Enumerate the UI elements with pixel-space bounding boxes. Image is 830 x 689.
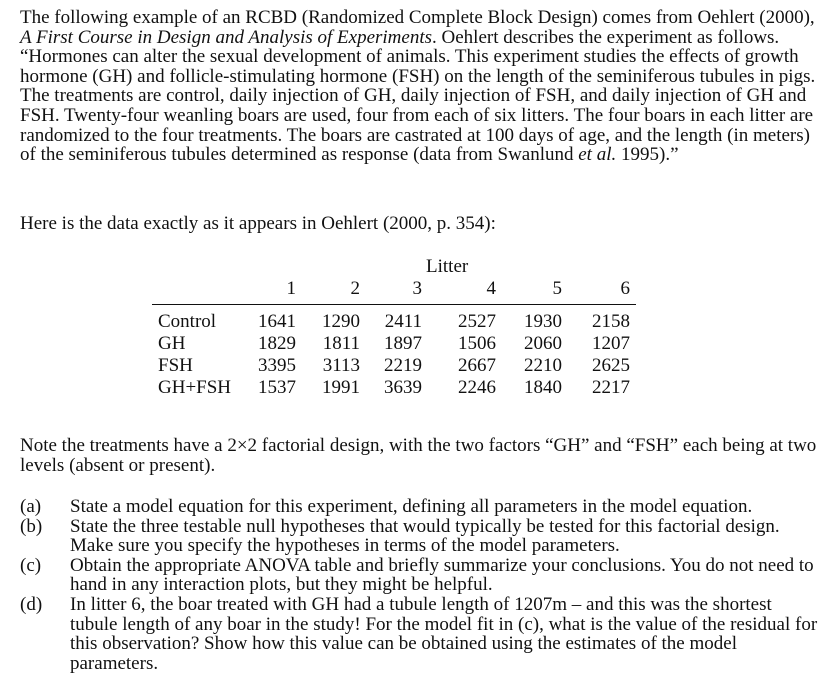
question-a [20,497,820,517]
table-cell: 1897 [384,333,422,354]
table-cell: 2210 [524,355,562,376]
column-header: 1 [286,278,296,299]
intro-paragraph [20,8,820,165]
table-cell: 2527 [458,311,496,332]
question-label: (b) [20,515,43,537]
question-label: (d) [20,593,43,615]
row-label: Control [158,311,217,332]
column-header-row [152,279,636,301]
table-cell: 2217 [592,377,630,398]
table-cell: 1506 [458,333,496,354]
question-text: State a model equation for this experiment, defining all parameters in the model equation. [70,496,753,517]
question-text: State the three testable null hypotheses that would typically be tested for this factorial design. Make sure you specify the hypotheses in terms of the model parameters. [70,515,780,557]
data-source-line: Here is the data exactly as it appears in Oehlert (2000, p. 354): [20,213,496,234]
book-title: A First Course in Design and Analysis of Experiments [20,26,433,48]
table-cell: 3113 [322,355,360,376]
row-label: GH [158,333,186,354]
column-header: 4 [486,278,496,299]
table-cell: 1207 [592,333,630,354]
column-header: 6 [620,278,630,299]
table-cell: 2246 [458,377,496,398]
table-cell: 3639 [384,377,422,398]
et-al: et al. [578,144,617,166]
row-label: FSH [158,355,193,376]
table-cell: 1829 [258,333,296,354]
question-text: In litter 6, the boar treated with GH had a tubule length of 1207m – and this was the shortest tubule length of any boar in the study! For the model fit in (c), what is the value of the residual for this observation? Show how this value can be obtained using the estimates of the model parameters. [70,593,818,674]
table-cell: 1537 [258,377,296,398]
row-label: GH+FSH [158,377,232,398]
table-row [152,378,636,400]
table-cell: 2667 [458,355,496,376]
table-cell: 1811 [322,333,360,354]
table-cell: 3395 [258,355,296,376]
table-cell: 1930 [524,311,562,332]
table-row [152,312,636,334]
table-cell: 2219 [384,355,422,376]
table-cell: 1641 [258,311,296,332]
intro-text-c: 1995).” [616,144,679,166]
factorial-note: Note the treatments have a 2×2 factorial design, with the two factors “GH” and “FSH” each being at two levels (absent or present). [20,435,817,476]
table-cell: 2411 [384,311,422,332]
question-b [20,517,820,556]
question-c [20,556,820,595]
table-cell: 2060 [524,333,562,354]
table-row [152,334,636,356]
question-label: (a) [20,496,42,517]
column-header: 3 [412,278,422,299]
column-header: 2 [350,278,360,299]
question-label: (c) [20,554,42,576]
table-cell: 1991 [322,377,360,398]
table-cell: 2625 [592,355,630,376]
table-title: Litter [426,256,469,277]
table-cell: 1840 [524,377,562,398]
question-list [20,497,820,673]
column-header: 5 [552,278,562,299]
table-cell: 1290 [322,311,360,332]
intro-text-a: The following example of an RCBD (Randomized Complete Block Design) comes from Oehlert (2000), [20,7,815,28]
table-cell: 2158 [592,311,630,332]
intro-text-b: . Oehlert describes the experiment as follows. “Hormones can alter the sexual development of animals. This experiment studies the effects of growth hormone (GH) and follicle-stimulating hormone (FSH) on the length of the seminiferous tubules in pigs. The treatments are control, daily injection of GH, daily injection of FSH, and daily injection of GH and FSH. Twenty-four weanling boars are used, four from each of six litters. The four boars in each litter are randomized to the four treatments. The boars are castrated at 100 days of age, and the length (in meters) of the seminiferous tubules determined as response (data from Swanlund [20,26,816,166]
table-rule [152,304,636,305]
question-text: Obtain the appropriate ANOVA table and briefly summarize your conclusions. You do not need to hand in any interaction plots, but they might be helpful. [70,554,814,596]
question-d [20,595,820,673]
table-row [152,356,636,378]
